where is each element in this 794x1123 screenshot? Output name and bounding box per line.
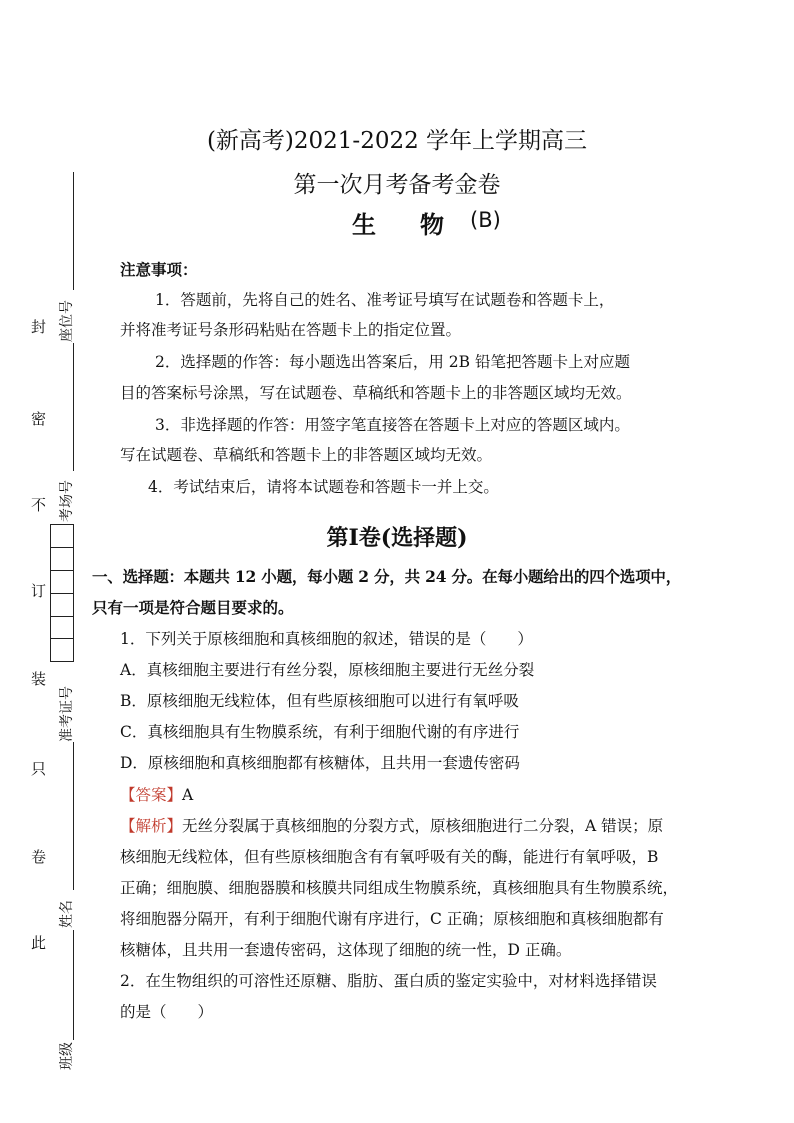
binding-line-5 [73,930,74,1040]
notice-line: 2．选择题的作答：每小题选出答案后，用 2B 铅笔把答题卡上对应题 [155,353,630,371]
name-label: 姓名 [59,900,75,928]
binding-line-4 [73,742,74,890]
exam-title: (新高考)2021-2022 学年上学期高三 [206,128,588,154]
binding-char-zhi: 只 [31,760,47,778]
question-option-c: C．真核细胞具有生物膜系统，有利于细胞代谢的有序进行 [120,723,520,741]
analysis-text: 正确；细胞膜、细胞器膜和核膜共同组成生物膜系统，真核细胞具有生物膜系统， [120,879,679,897]
notice-line: 3．非选择题的作答：用签字笔直接答在答题卡上对应的答题区域内。 [155,416,630,434]
notice-line: 4．考试结束后，请将本试题卷和答题卡一并上交。 [148,478,499,496]
analysis-text: 核糖体，且共用一套遗传密码，这体现了细胞的统一性，D 正确。 [120,941,572,959]
question-option-d: D．原核细胞和真核细胞都有核糖体，且共用一套遗传密码 [120,754,520,772]
exam-room-label: 考场号 [59,480,75,522]
binding-char-ci: 此 [31,934,47,952]
admission-number-label: 准考证号 [59,686,75,742]
analysis-text: 将细胞器分隔开，有利于细胞代谢有序进行，C 正确；原核细胞和真核细胞都有 [120,910,664,928]
question-stem: 2．在生物组织的可溶性还原糖、脂肪、蛋白质的鉴定实验中，对材料选择错误 [120,972,657,990]
analysis-text: 无丝分裂属于真核细胞的分裂方式，原核细胞进行二分裂，A 错误；原 [182,817,664,835]
class-label: 班级 [59,1042,75,1070]
question-option-a: A．真核细胞主要进行有丝分裂，原核细胞主要进行无丝分裂 [120,661,535,679]
grid-row [50,570,74,571]
grid-row [50,616,74,617]
notice-line: 并将准考证号条形码粘贴在答题卡上的指定位置。 [120,321,462,339]
analysis-tag: 【解析】 [120,817,183,835]
answer-line [120,783,193,805]
question-stem: 1．下列关于原核细胞和真核细胞的叙述，错误的是（ ） [120,630,533,648]
notice-line: 1．答题前，先将自己的姓名、准考证号填写在试题卷和答题卡上， [155,291,615,309]
notice-line: 写在试题卷、草稿纸和答题卡上的非答题区域均无效。 [120,446,493,464]
binding-char-ding: 订 [31,582,47,600]
analysis-line [120,814,663,836]
subject-char-2: 物 [420,210,444,239]
section-instruction: 只有一项是符合题目要求的。 [92,598,294,617]
subject-version: (B) [470,208,501,232]
binding-line-2 [73,343,74,471]
grid-row [50,661,74,662]
binding-char-juan: 卷 [31,848,47,866]
section-title: 第Ⅰ卷(选择题) [326,525,468,551]
grid-row [50,593,74,594]
seat-number-label: 座位号 [59,300,75,342]
exam-subtitle: 第一次月考备考金卷 [293,172,501,198]
section-instruction: 一、选择题：本题共 12 小题，每小题 2 分，共 24 分。在每小题给出的四个选项中， [92,567,682,586]
binding-char-feng: 封 [31,318,47,336]
notice-line: 目的答案标号涂黑，写在试题卷、草稿纸和答题卡上的非答题区域均无效。 [120,384,632,402]
binding-char-mi: 密 [31,410,47,428]
binding-char-zhuang: 装 [31,670,47,688]
grid-row [50,638,74,639]
analysis-text: 核细胞无线粒体，但有些原核细胞含有有氧呼吸有关的酶，能进行有氧呼吸，B [120,848,659,866]
question-option-b: B．原核细胞无线粒体，但有些原核细胞可以进行有氧呼吸 [120,692,519,710]
subject-char-1: 生 [352,210,376,239]
binding-char-bu: 不 [31,496,47,514]
answer-value: A [182,786,194,804]
notice-heading: 注意事项： [120,260,198,279]
answer-tag: 【答案】 [120,786,183,804]
question-stem: 的是（ ） [120,1003,214,1021]
